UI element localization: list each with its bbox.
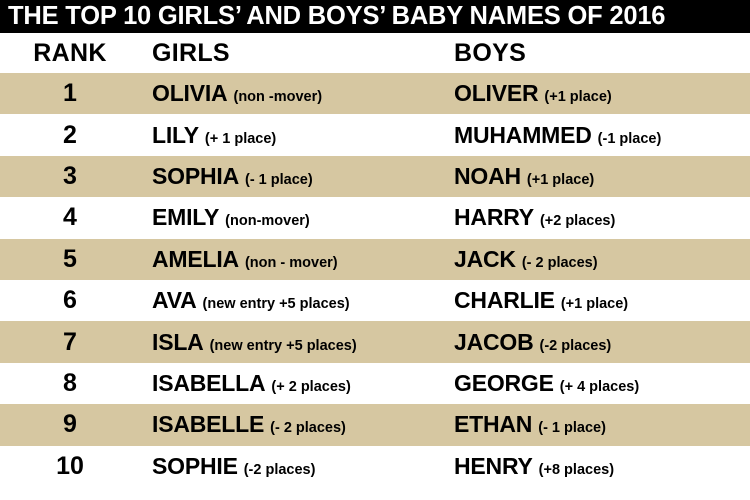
table-row: [0, 197, 750, 238]
rank-cell: [0, 328, 140, 357]
girl-name-cell: [140, 370, 450, 397]
girl-name-cell: [140, 329, 450, 356]
column-header-girls-cell: [140, 39, 450, 68]
boy-name: JACOB: [454, 328, 534, 355]
rank-cell: [0, 452, 140, 481]
boy-movement-note: (+2 places): [539, 213, 616, 230]
rank-cell: [0, 121, 140, 150]
boy-name: NOAH: [454, 162, 521, 189]
girl-movement-note: (non - mover): [244, 254, 338, 271]
girl-name: AMELIA: [152, 245, 239, 272]
boy-name-cell: [450, 163, 750, 190]
boy-name-cell: [450, 453, 750, 480]
rank-value: 10: [56, 451, 84, 480]
boy-movement-note: (+1 place): [526, 171, 595, 188]
girl-movement-note: (new entry +5 places): [209, 337, 357, 354]
rank-cell: [0, 410, 140, 439]
boy-movement-note: (+1 place): [560, 296, 629, 313]
title-bar: [0, 0, 750, 33]
rank-cell: [0, 369, 140, 398]
rank-cell: [0, 79, 140, 108]
column-header-boys: BOYS: [454, 38, 527, 67]
boy-movement-note: (+ 4 places): [559, 378, 640, 395]
girl-name: SOPHIA: [152, 162, 239, 189]
boy-name: JACK: [454, 245, 516, 272]
girl-name-cell: [140, 122, 450, 149]
table-row: [0, 363, 750, 404]
girl-name-cell: [140, 163, 450, 190]
table-row: [0, 321, 750, 362]
rank-value: 4: [63, 203, 77, 232]
rank-value: 2: [63, 120, 77, 149]
boy-name: OLIVER: [454, 80, 539, 107]
girl-movement-note: (-2 places): [243, 461, 316, 478]
table-row: [0, 156, 750, 197]
table-row: [0, 239, 750, 280]
column-header-rank-cell: [0, 39, 140, 68]
rank-value: 5: [63, 244, 77, 273]
girl-movement-note: (+ 1 place): [204, 130, 277, 147]
boy-name: HENRY: [454, 452, 533, 479]
girl-movement-note: (- 1 place): [244, 171, 313, 188]
boy-name-cell: [450, 287, 750, 314]
girl-name: ISABELLE: [152, 411, 265, 438]
boy-name: CHARLIE: [454, 287, 555, 314]
boy-movement-note: (-2 places): [539, 337, 612, 354]
girl-name-cell: [140, 453, 450, 480]
rank-value: 6: [63, 286, 77, 315]
girl-name-cell: [140, 287, 450, 314]
rank-cell: [0, 162, 140, 191]
boy-name-cell: [450, 370, 750, 397]
boy-name-cell: [450, 122, 750, 149]
boy-name: MUHAMMED: [454, 121, 592, 148]
girl-name-cell: [140, 411, 450, 438]
boy-name-cell: [450, 80, 750, 107]
rank-value: 7: [63, 327, 77, 356]
boy-movement-note: (- 2 places): [521, 254, 598, 271]
rank-value: 3: [63, 161, 77, 190]
column-header-boys-cell: [450, 39, 750, 68]
boy-name-cell: [450, 411, 750, 438]
girl-name: SOPHIE: [152, 452, 238, 479]
boy-name-cell: [450, 204, 750, 231]
boy-name-cell: [450, 329, 750, 356]
girl-name: EMILY: [152, 204, 220, 231]
boy-name: GEORGE: [454, 369, 554, 396]
rank-cell: [0, 203, 140, 232]
boy-movement-note: (- 1 place): [538, 420, 606, 437]
girl-movement-note: (new entry +5 places): [202, 296, 350, 313]
boy-name: ETHAN: [454, 411, 533, 438]
boy-name: HARRY: [454, 204, 534, 231]
boy-movement-note: (-1 place): [597, 130, 662, 147]
table-row: [0, 404, 750, 445]
page-title: THE TOP 10 GIRLS’ AND BOYS’ BABY NAMES OF 2016: [8, 2, 666, 30]
table-row: [0, 114, 750, 155]
table-row: [0, 280, 750, 321]
table-row: [0, 73, 750, 114]
girl-name-cell: [140, 204, 450, 231]
table-row: [0, 446, 750, 487]
girl-movement-note: (non -mover): [233, 89, 323, 106]
girl-movement-note: (- 2 places): [270, 420, 346, 437]
boy-name-cell: [450, 246, 750, 273]
table-header-row: [0, 33, 750, 73]
rank-cell: [0, 286, 140, 315]
column-header-rank: RANK: [33, 38, 107, 67]
rank-value: 1: [63, 79, 77, 108]
girl-movement-note: (non-mover): [225, 213, 310, 230]
girl-name-cell: [140, 246, 450, 273]
rank-value: 9: [63, 410, 77, 439]
rank-value: 8: [63, 368, 77, 397]
boy-movement-note: (+1 place): [544, 89, 612, 106]
table-body: [0, 73, 750, 487]
girl-name: OLIVIA: [152, 80, 228, 107]
rank-cell: [0, 245, 140, 274]
girl-name-cell: [140, 80, 450, 107]
boy-movement-note: (+8 places): [538, 461, 615, 478]
girl-name: LILY: [152, 121, 199, 148]
girl-name: AVA: [152, 287, 197, 314]
column-header-girls: GIRLS: [152, 38, 230, 67]
girl-movement-note: (+ 2 places): [271, 378, 351, 395]
girl-name: ISLA: [152, 328, 204, 355]
girl-name: ISABELLA: [152, 369, 266, 396]
